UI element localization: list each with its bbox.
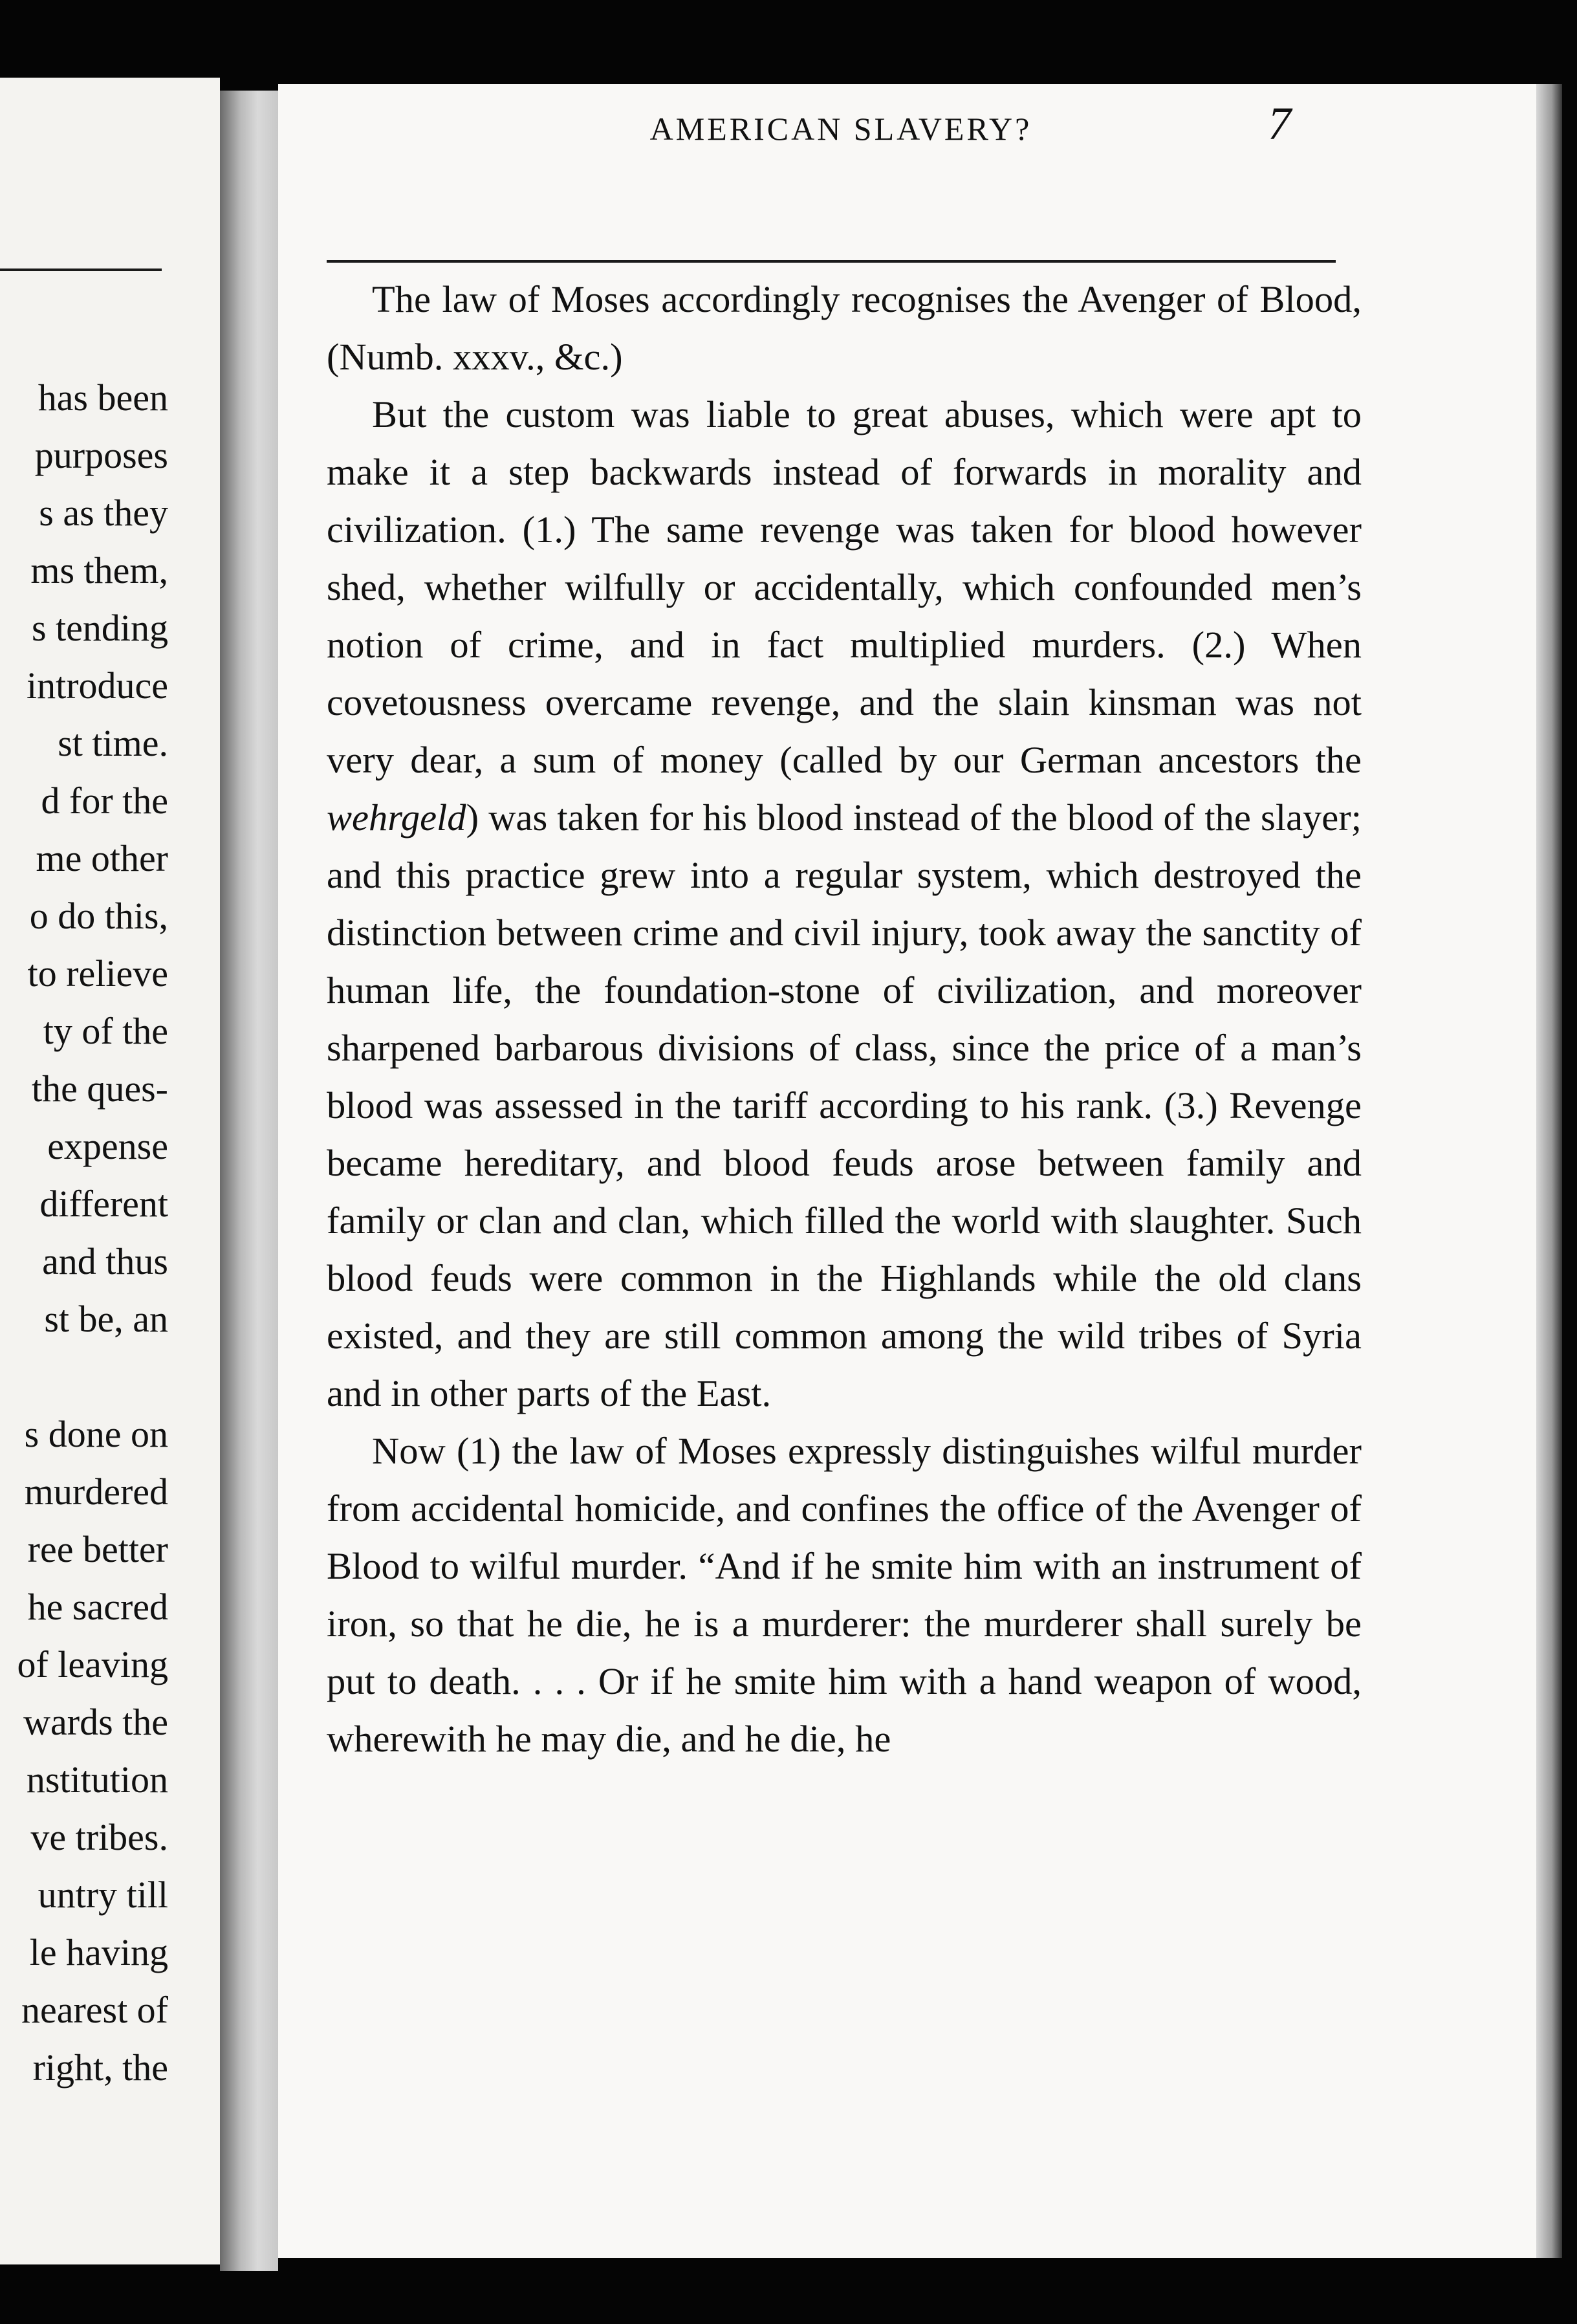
running-head: AMERICAN SLAVERY? (649, 111, 1032, 147)
text-line: s as they (39, 492, 168, 534)
text-line: d for the (41, 780, 168, 822)
text-line: le having (29, 1931, 168, 1973)
text-line: introduce (26, 664, 168, 707)
text-line: right, the (32, 2046, 168, 2088)
paragraph-text: Now (1) the law of Moses expressly distinguishes wilful murder from accidental homicide, and confines the office of the Avenger of Blood to wilful murder. “And if he smite him with an instrument of iron, so that he die, he is a murderer: the murderer shall surely be put to death. . . . Or if he smite him with a hand weapon of wood, wherewith he may die, and he die, he (327, 1430, 1362, 1760)
text-line: o do this, (29, 895, 168, 937)
text-line: wards the (23, 1701, 168, 1743)
text-line: nstitution (26, 1759, 168, 1801)
italic-term: wehrgeld (327, 796, 466, 839)
paragraph-text: The law of Moses accordingly recognises the Avenger of Blood, (Numb. xxxv., &c.) (327, 278, 1362, 378)
text-line: s tending (31, 607, 168, 649)
text-line: nearest of (21, 1989, 168, 2031)
page-body (327, 270, 1362, 1768)
text-line: to relieve (27, 952, 168, 994)
text-line: ree better (27, 1528, 168, 1570)
page-edge-shadow (1536, 84, 1562, 2258)
previous-page-rule (0, 269, 162, 271)
text-line: different (39, 1183, 168, 1225)
text-line: ty of the (43, 1010, 168, 1052)
text-line: expense (47, 1125, 168, 1167)
text-line: murdered (24, 1471, 168, 1513)
paragraph-text: ) was taken for his blood instead of the blood of the slayer; and this practice grew into a regular system, which destroyed the distinction between crime and civil injury, took away the sanctity of human life, the foundation-stone of civilization, and moreover sharpened barbarous divisions of class, since the price of a man’s blood was assessed in the tariff according to his rank. (3.) Revenge became hereditary, and blood feuds arose between family and family or clan and clan, which filled the world with slaughter. Such blood feuds were common in the Highlands while the old clans existed, and they are still common among the wild tribes of Syria and in other parts of the East. (327, 796, 1362, 1414)
book-gutter-shadow (220, 91, 278, 2271)
paragraph (327, 270, 1362, 386)
text-line: has been (38, 377, 168, 419)
page-number: 7 (1268, 98, 1291, 149)
text-line: the ques- (32, 1068, 168, 1110)
paragraph-text: But the custom was liable to great abuses, which were apt to make it a step backwards instead of forwards in morality and civilization. (1.) The same revenge was taken for blood however shed, whether wilfully or accidentally, which confounded men’s notion of crime, and in fact multiplied murders. (2.) When covetousness overcame revenge, and the slain kinsman was not very dear, a sum of money (called by our German ancestors the (327, 393, 1362, 781)
text-line: st be, an (44, 1298, 168, 1340)
text-line: and thus (42, 1240, 168, 1282)
text-line: ve tribes. (30, 1816, 168, 1858)
paragraph (327, 1422, 1362, 1768)
text-line: st time. (58, 722, 168, 764)
text-line: s done on (24, 1413, 168, 1455)
previous-page-text (0, 369, 168, 2096)
text-line: he sacred (27, 1586, 168, 1628)
text-line (0, 1348, 168, 1405)
paragraph (327, 386, 1362, 1422)
text-line: untry till (38, 1874, 168, 1916)
text-line: ms them, (30, 549, 168, 591)
text-line: of leaving (17, 1643, 168, 1685)
previous-page (0, 78, 220, 2264)
header-rule (327, 260, 1336, 263)
text-line: me other (36, 837, 168, 879)
text-line: purposes (34, 434, 168, 476)
